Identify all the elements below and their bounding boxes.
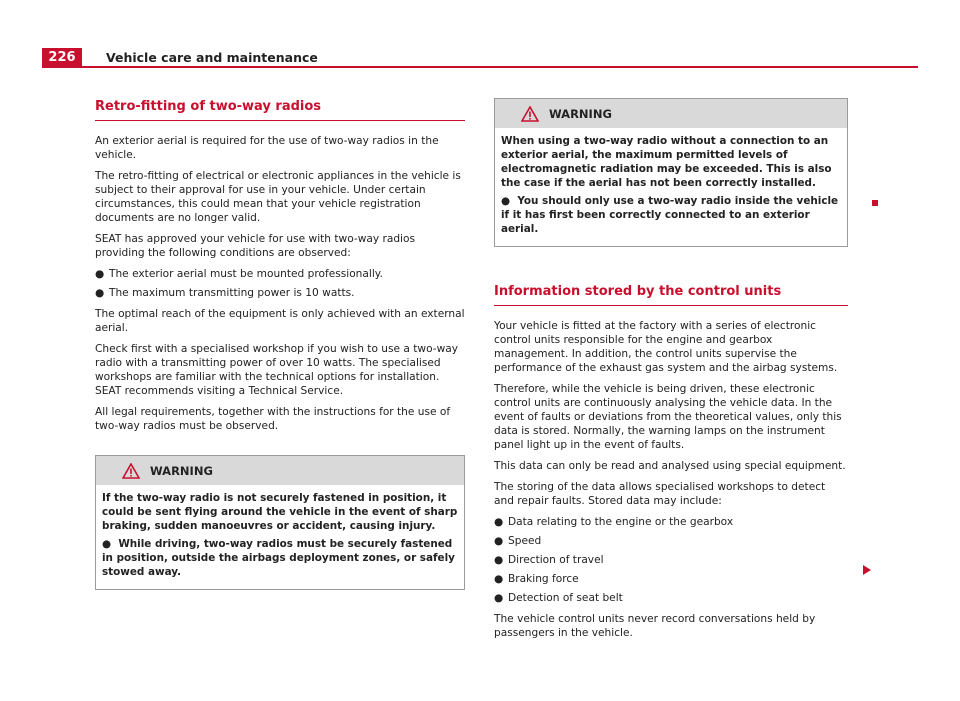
stored-data-list	[494, 515, 848, 605]
paragraph: The optimal reach of the equipment is only achieved with an external aerial.	[95, 308, 465, 334]
bullet-icon: ●	[501, 195, 518, 207]
end-of-section-icon	[872, 200, 878, 206]
bullet-icon: ●	[494, 573, 504, 585]
header-rule	[42, 66, 918, 68]
warning-body	[495, 128, 847, 246]
warning-bullet: ● While driving, two-way radios must be securely fastened in position, outside the airbags deployment zones, or safely stowed away.	[102, 538, 455, 578]
bullet-icon: ●	[95, 287, 105, 299]
left-column	[95, 100, 465, 590]
warning-body	[96, 485, 464, 589]
warning-text: If the two-way radio is not securely fastened in position, it could be sent flying around the vehicle in the event of sharp braking, sudden manoeuvres or accident, causing injury.	[102, 492, 458, 532]
warning-triangle-icon	[122, 463, 140, 479]
warning-box	[494, 98, 848, 247]
bullet-icon: ●	[494, 516, 504, 528]
right-column	[494, 98, 848, 647]
bullet-icon: ●	[102, 538, 119, 550]
paragraph: This data can only be read and analysed using special equipment.	[494, 460, 846, 472]
list-item: ● The exterior aerial must be mounted professionally.	[95, 268, 383, 280]
list-item: ● Braking force	[494, 573, 579, 585]
warning-box	[95, 455, 465, 590]
warning-text: When using a two-way radio without a connection to an exterior aerial, the maximum permitted levels of electromagnetic radiation may be exceeded. This is also the case if the aerial has not been correctly installed.	[501, 135, 832, 189]
paragraph: The vehicle control units never record conversations held by passengers in the vehicle.	[494, 613, 816, 639]
continue-arrow-icon	[862, 565, 872, 575]
paragraph: All legal requirements, together with the instructions for the use of two-way radios must be observed.	[95, 406, 451, 432]
list-item: ● Detection of seat belt	[494, 592, 623, 604]
bullet-icon: ●	[494, 535, 504, 547]
warning-heading: WARNING	[549, 106, 612, 121]
bullet-icon: ●	[95, 268, 105, 280]
paragraph: Check first with a specialised workshop if you wish to use a two-way radio with a transmitting power of over 10 watts. The specialised workshops are familiar with the technical options for installation. SEAT recommends visiting a Technical Service.	[95, 343, 459, 397]
bullet-icon: ●	[494, 554, 504, 566]
paragraph: The retro-fitting of electrical or electronic appliances in the vehicle is subject to their approval for use in your vehicle. Under certain circumstances, this could mean that your vehicle registration documents are no longer valid.	[95, 170, 461, 224]
chapter-title: Vehicle care and maintenance	[106, 50, 318, 65]
paragraph: SEAT has approved your vehicle for use with two-way radios providing the following conditions are observed:	[95, 233, 416, 259]
list-item: ● Speed	[494, 535, 542, 547]
paragraph: The storing of the data allows specialised workshops to detect and repair faults. Stored data may include:	[494, 481, 826, 507]
bullet-icon: ●	[494, 592, 504, 604]
paragraph: Therefore, while the vehicle is being driven, these electronic control units are continuously analysing the vehicle data. In the event of faults or deviations from the theoretical values, only this data is stored. Normally, the warning lamps on the instrument panel light up in the event of faults.	[494, 383, 842, 451]
page-number: 226	[42, 48, 82, 68]
paragraph: Your vehicle is fitted at the factory with a series of electronic control units responsible for the engine and gearbox management. In addition, the control units supervise the performance of the exhaust gas system and the airbag systems.	[494, 320, 838, 374]
warning-header	[96, 456, 464, 485]
warning-bullet: ● You should only use a two-way radio inside the vehicle if it has first been correctly connected to an exterior aerial.	[501, 195, 839, 235]
warning-header	[495, 99, 847, 128]
section-title-two-way-radios: Retro-fitting of two-way radios	[95, 100, 465, 121]
conditions-list	[95, 267, 465, 300]
list-item: ● Data relating to the engine or the gearbox	[494, 516, 734, 528]
paragraph: An exterior aerial is required for the use of two-way radios in the vehicle.	[95, 135, 439, 161]
section-title-control-units: Information stored by the control units	[494, 285, 848, 306]
warning-triangle-icon	[521, 106, 539, 122]
list-item: ● The maximum transmitting power is 10 watts.	[95, 287, 355, 299]
warning-heading: WARNING	[150, 463, 213, 478]
list-item: ● Direction of travel	[494, 554, 604, 566]
